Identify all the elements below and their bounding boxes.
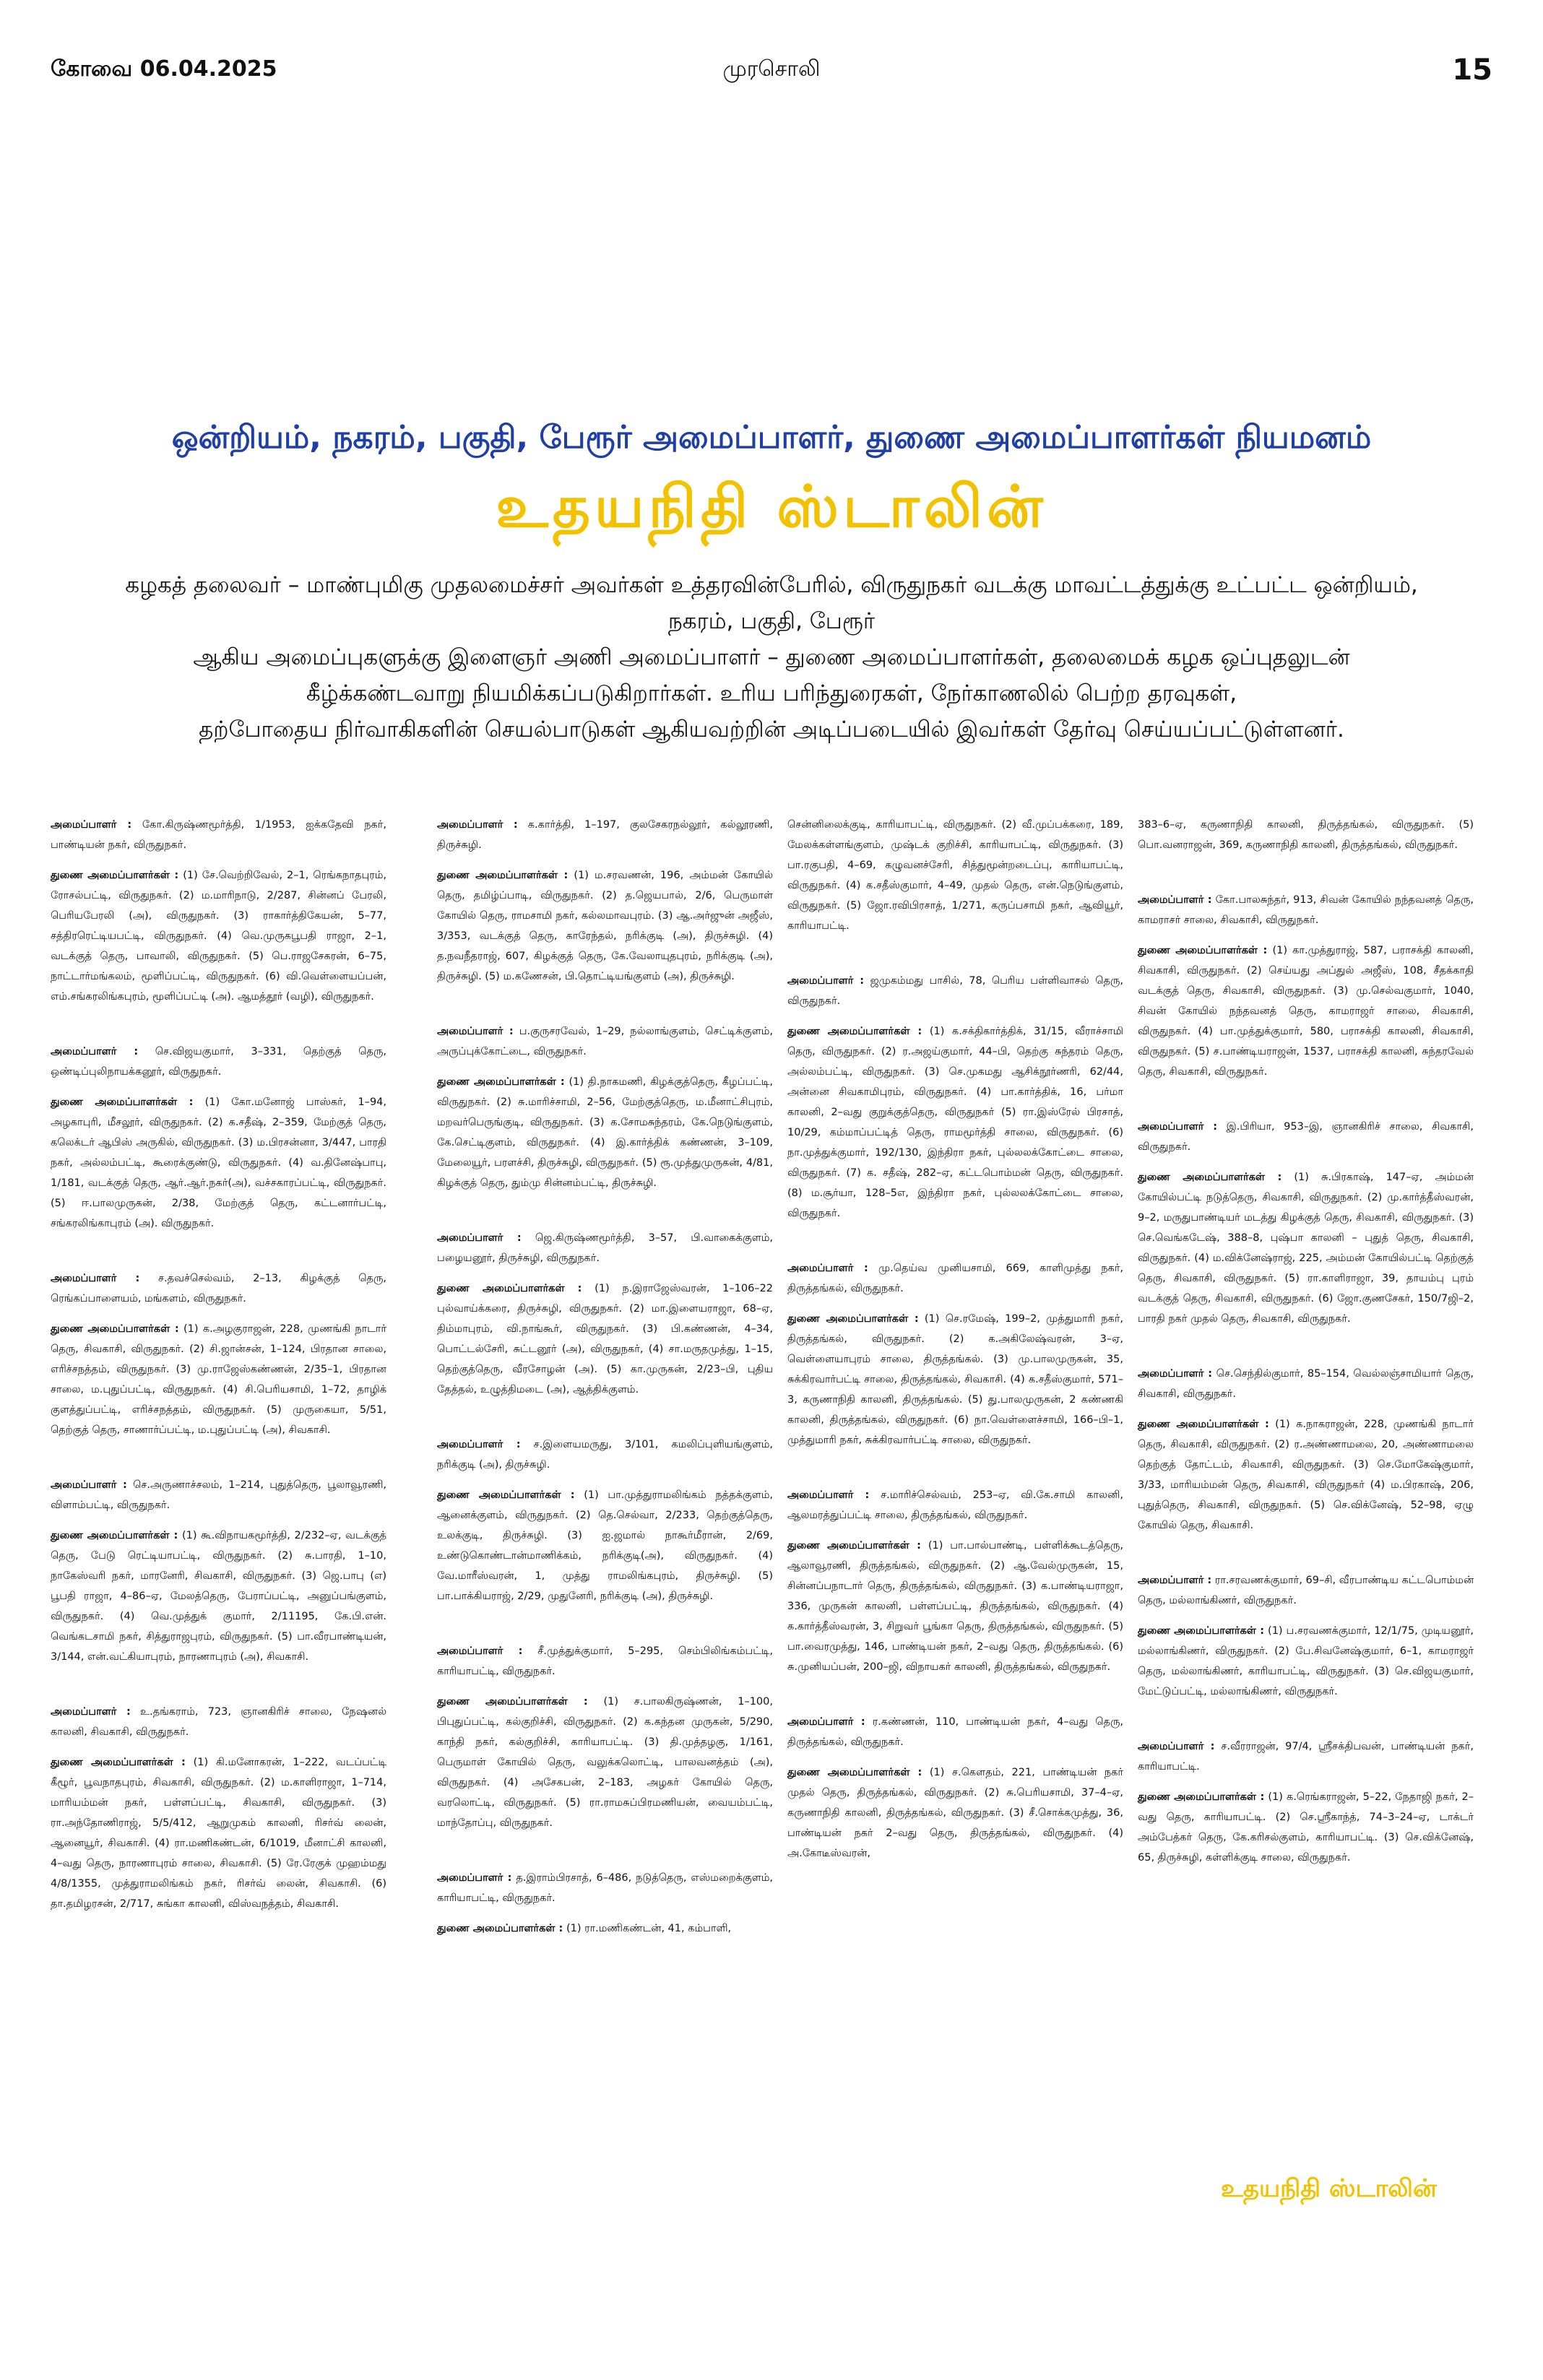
deputies-line bbox=[1138, 1621, 1474, 1702]
appointment-entry bbox=[437, 1435, 773, 1606]
deputies-details: (1) கா.முத்துராஜ், 587, பராசக்தி காலனி, சிவகாசி, விருதுநகர். (2) செய்யது அப்துல் அஜீஸ், 108, சீதக்காதி வடக்குத் தெரு, சிவகாசி, விருதுநகர். (3) மு.செல்வகுமார், 1040, சிவன் கோயில் நந்தவனத் தெரு, காமராஜர் சாலை, சிவகாசி, விருதுநகர். (4) பா.முத்துக்குமார், 580, பராசக்தி காலனி, சிவகாசி, விருதுநகர். (5) ச.பாண்டியராஜன், 1537, பராசக்தி காலனி, சுந்தரவேல் தெரு, சிவகாசி, விருதுநகர். bbox=[1138, 945, 1474, 1078]
deputies-line bbox=[51, 1526, 386, 1667]
organizer-details: ரா.சரவணக்குமார், 69–சி, வீரபாண்டிய கட்டபொம்மன் தெரு, மல்லாங்கிணர், விருதுநகர். bbox=[1138, 1575, 1474, 1606]
deputies-label: துணை அமைப்பாளர்கள் : bbox=[787, 1026, 922, 1037]
deputies-details: (1) சு.பிரகாஷ், 147–ஏ, அம்மன் கோயில்பட்டி நடுத்தெரு, சிவகாசி, விருதுநகர். (2) மு.கார்த்தீஸ்வரன், 9–2, மருதுபாண்டியர் மடத்து கிழக்குத் தெரு, சிவகாசி, விருதுநகர். (3) செ.வெங்கடேஷ், 388–8, புஷ்பா காலனி – புதுத் தெரு, சிவகாசி, விருதுநகர். (4) ம.விக்னேஷ்ராஜ், 225, அம்மன் கோயில்பட்டி தெற்குத் தெரு, சிவகாசி, விருதுநகர். (5) ரா.காளிராஜா, 39, தாயம்பு புரம் வடக்குத் தெரு, சிவகாசி, விருதுநகர். (6) ஜோ.குணசேகர், 150/7ஜி–2, பாரதி நகர் முதல் தெரு, சிவகாசி, விருதுநகர். bbox=[1138, 1172, 1474, 1325]
deputies-details: (1) தி.நாகமணி, கிழக்குத்தெரு, கீழப்பட்டி, விருதுநகர். (2) சு.மாரிச்சாமி, 2–56, மேற்குத்தெரு, ம.மீனாட்சிபுரம், மறவர்பெருங்குடி, விருதுநகர். (3) க.சோமசுந்தரம், கே.நெடுங்குளம், கே.செட்டிகுளம், விருதுநகர். (4) இ.கார்த்திக் கண்ணன், 3–109, மேலையூர், பரளச்சி, திருச்சுழி, விருதுநகர். (5) ரூ.முத்துமுருகன், 4/81, கிழக்குத் தெரு, தும்மு சின்னம்பட்டி, திருச்சுழி. bbox=[437, 1076, 773, 1189]
deputies-label: துணை அமைப்பாளர்கள் : bbox=[437, 1076, 565, 1088]
organizer-details: கோ.கிருஷ்ணமூர்த்தி, 1/1953, ஐக்கதேவி நகர், பாண்டியன் நகர், விருதுநகர். bbox=[51, 819, 386, 851]
deputies-line bbox=[1138, 940, 1474, 1082]
appointment-entry bbox=[51, 1702, 386, 1914]
deputies-details: (1) கி.மனோகரன், 1–222, வடப்பட்டி கீழூர், பூவநாதபுரம், சிவகாசி, விருதுநகர். (2) ம.காளிராஜா, 1–714, மாரியம்மன் நகர், பள்ளப்பட்டி, சிவகாசி, விருதுநகர். (3) ரா.அந்தோணிராஜ், 5/5/412, ஆறுமுகம் காலனி, ரிசர்வ் லைன், ஆனையூர், சிவகாசி. (4) ரா.மணிகண்டன், 6/1019, மீனாட்சி காலனி, 4–வது தெரு, நாரணாபுரம் சாலை, சிவகாசி. (5) ரே.ரேகுக் முஹம்மது 4/8/1355, முத்துராமலிங்கம் நகர், ரிசர்வ் லைன், சிவகாசி. (6) தா.தமிழரசன், 2/717, சுங்கா காலனி, விஸ்வநத்தம், சிவகாசி. bbox=[51, 1757, 387, 1910]
appointment-entry bbox=[437, 1228, 773, 1400]
organizer-line bbox=[437, 1228, 773, 1268]
deputies-line bbox=[51, 865, 386, 1007]
organizer-details: கோ.பாலசுந்தர், 913, சிவன் கோயில் நந்தவனத் தெரு, காமராசர் சாலை, சிவகாசி, விருதுநகர். bbox=[1138, 894, 1474, 926]
deputies-label: துணை அமைப்பாளர்கள் : bbox=[51, 1757, 186, 1768]
deputies-line bbox=[437, 1692, 773, 1833]
deputies-label: துணை அமைப்பாளர்கள் : bbox=[1138, 1791, 1265, 1803]
organizer-label: அமைப்பாளர் : bbox=[787, 1716, 865, 1728]
deputies-continued: சென்னிலைக்குடி, காரியாபட்டி, விருதுநகர். (2) வீ.முப்பக்கரை, 189, மேலக்கள்ளங்குளம், முஷ்டக் குறிச்சி, காரியாபட்டி, விருதுநகர். (3) பா.ரகுபதி, 4–69, கழுவனச்சேரி, சித்துமூன்றடைப்பு, காரியாபட்டி, விருதுநகர். (4) க.சதீஸ்குமார், 4–49, முதல் தெரு, என்.நெடுங்குளம், விருதுநகர். (5) ஜோ.ரவிபிரசாத், 1/271, கருப்பசாமி நகர், ஆவியூர், காரியாபட்டி. bbox=[787, 819, 1123, 932]
appointment-entry bbox=[1138, 1364, 1474, 1536]
organizer-label: அமைப்பாளர் : bbox=[437, 1645, 523, 1657]
deputies-line bbox=[787, 1309, 1123, 1450]
organizer-line bbox=[51, 1268, 386, 1309]
organizer-line bbox=[787, 1258, 1123, 1299]
intro-line: கழகத் தலைவர் – மாண்புமிகு முதலமைச்சர் அவர்கள் உத்தரவின்பேரில், விருதுநகர் வடக்கு மாவட்டத்துக்கு உட்பட்ட ஒன்றியம், நகரம், பகுதி, பேரூர் bbox=[125, 572, 1418, 634]
organizer-details: இ.பிரியா, 953–இ, ஞானகிரிச் சாலை, சிவகாசி, விருதுநகர். bbox=[1138, 1121, 1474, 1153]
organizer-line bbox=[1138, 890, 1474, 930]
organizer-line bbox=[437, 1868, 773, 1908]
deputies-line bbox=[787, 1762, 1123, 1864]
organizer-label: அமைப்பாளர் : bbox=[1138, 1741, 1215, 1752]
organizer-line bbox=[787, 1712, 1123, 1752]
organizer-details: ச.மாரிச்செல்வம், 253–ஏ, வி.கே.சாமி காலனி, ஆலமரத்துப்பட்டி சாலை, திருத்தங்கல், விருதுநகர். bbox=[787, 1489, 1123, 1521]
deputies-label: துணை அமைப்பாளர்கள் : bbox=[51, 1323, 179, 1335]
deputies-details: (1) க.அழகுராஜன், 228, முணங்கி நாடார் தெரு, சிவகாசி, விருதுநகர். (2) சி.ஜான்சன், 1–124, பிரதான சாலை, எரிச்சநத்தம், விருதுநகர். (3) மு.ராஜேஸ்கண்ணன், 2/35–1, பிரதான சாலை, ம.புதுப்பட்டி, விருதுநகர். (4) சி.பெரியசாமி, 1–72, தாழிக் குளத்துப்பட்டி, எரிச்சநத்தம், விருதுநகர். (5) முருகையா, 5/51, தெற்குத் தெரு, சாணார்ப்பட்டி, ம.புதுப்பட்டி (அ), சிவகாசி. bbox=[51, 1323, 387, 1436]
appointment-entry bbox=[787, 1258, 1123, 1450]
organizer-label: அமைப்பாளர் : bbox=[51, 819, 132, 831]
appointment-entry bbox=[1138, 1117, 1474, 1329]
column-3 bbox=[787, 815, 1123, 1898]
deputies-label: துணை அமைப்பாளர்கள் : bbox=[437, 1923, 563, 1934]
deputies-line bbox=[1138, 1167, 1474, 1329]
column-1 bbox=[51, 815, 386, 1949]
organizer-details: ப.குருசரவேல், 1–29, நல்லாங்குளம், செட்டிக்குளம், அருப்புக்கோட்டை, விருதுநகர். bbox=[437, 1026, 774, 1057]
deputies-label: துணை அமைப்பாளர்கள் : bbox=[787, 1540, 921, 1552]
organizer-details: செ.செந்தில்குமார், 85–154, வெல்லஞ்சாமியார் தெரு, சிவகாசி, விருதுநகர். bbox=[1138, 1368, 1474, 1400]
organizer-details: த.இராம்பிரசாத், 6–486, நடுத்தெரு, எஸ்மறைக்குளம், காரியாபட்டி, விருதுநகர். bbox=[437, 1872, 773, 1904]
deputies-details: (1) க.ரெங்கராஜன், 5–22, நேதாஜி நகர், 2–வது தெரு, காரியாபட்டி. (2) செ.ஸ்ரீகாந்த், 74–3–24–ஏ, டாக்டர் அம்பேத்கர் தெரு, கே.கரிசல்குளம், காரியாபட்டி. (3) செ.விக்னேஷ், 65, திருச்சுழி, கள்ளிக்குடி சாலை, விருதுநகர். bbox=[1138, 1791, 1474, 1864]
organizer-label: அமைப்பாளர் : bbox=[437, 1026, 514, 1037]
appointment-entry bbox=[1138, 1736, 1474, 1868]
deputies-line bbox=[437, 1918, 773, 1939]
deputies-label: துணை அமைப்பாளர்கள் : bbox=[1138, 1172, 1282, 1183]
deputies-details: (1) க.நாகராஜன், 228, முணங்கி நாடார் தெரு, சிவகாசி, விருதுநகர். (2) ர.அண்ணாமலை, 20, அண்ணாமலை தெற்குத் தோட்டம், சிவகாசி, விருதுநகர். (3) செ.மோகேஷ்குமார், 3/33, மாரியம்மன் தெரு, சிவகாசி, விருதுநகர் (4) ம.பிரகாஷ், 206, புதுத்தெரு, சிவகாசி, விருதுநகர். (5) செ.விக்னேஷ், 52–98, ஏழு கோயில் தெரு, சிவகாசி. bbox=[1138, 1419, 1474, 1531]
appointment-entry-continued bbox=[1138, 815, 1474, 855]
deputies-details: (1) ப.சரவணக்குமார், 12/1/75, முடியனூர், மல்லாங்கிணர், விருதுநகர். (2) பே.சிவனேஷ்குமார், 6–1, காமராஜர் தெரு, மல்லாங்கிணர், காரியாபட்டி, விருதுநகர். (3) செ.விஜயகுமார், மேட்டுப்பட்டி, மல்லாங்கிணர், விருதுநகர். bbox=[1138, 1625, 1474, 1697]
organizer-line bbox=[51, 1042, 386, 1082]
organizer-label: அமைப்பாளர் : bbox=[1138, 894, 1212, 906]
organizer-label: அமைப்பாளர் : bbox=[1138, 1368, 1213, 1380]
deputies-label: துணை அமைப்பாளர்கள் : bbox=[437, 1696, 588, 1708]
deputies-line bbox=[437, 1278, 773, 1400]
appointment-entry bbox=[1138, 1570, 1474, 1702]
intro-line: கீழ்க்கண்டவாறு நியமிக்கப்படுகிறார்கள். உரிய பரிந்துரைகள், நேர்காணலில் பெற்ற தரவுகள், bbox=[306, 680, 1237, 706]
organizer-line bbox=[51, 1475, 386, 1515]
organizer-label: அமைப்பாளர் : bbox=[51, 1273, 140, 1284]
newspaper-name: முரசொலி bbox=[722, 56, 821, 82]
organizer-label: அமைப்பாளர் : bbox=[1138, 1575, 1212, 1586]
organizer-line bbox=[437, 1641, 773, 1682]
deputies-line bbox=[787, 1021, 1123, 1224]
organizer-details: ஜமுகம்மது பாசில், 78, பெரிய பள்ளிவாசல் தெரு, விருதுநகர். bbox=[787, 975, 1123, 1007]
signature-name: உதயநிதி ஸ்டாலின் bbox=[1221, 2174, 1437, 2203]
deputies-details: (1) ச.கௌதம், 221, பாண்டியன் நகர் முதல் தெரு, திருத்தங்கல், விருதுநகர். (2) சு.பெரியசாமி, 37–4–ஏ, கருணாநிதி காலனி, திருத்தங்கல், விருதுநகர். (3) சீ.சொக்கமுத்து, 36, பாண்டியன் நகர் 2–வது தெரு, திருத்தங்கல், விருதுநகர். (4) அ.கோடீஸ்வரன், bbox=[787, 1767, 1123, 1859]
deputies-label: துணை அமைப்பாளர்கள் : bbox=[437, 870, 569, 881]
organizer-label: அமைப்பாளர் : bbox=[1138, 1121, 1218, 1133]
organizer-details: ச.வீரராஜன், 97/4, ஸ்ரீசக்திபவன், பாண்டியன் நகர், காரியாபட்டி. bbox=[1138, 1741, 1474, 1773]
appointment-entry bbox=[437, 815, 773, 987]
deputies-label: துணை அமைப்பாளர்கள் : bbox=[787, 1767, 922, 1778]
organizer-label: அமைப்பாளர் : bbox=[787, 1263, 868, 1274]
deputies-line bbox=[437, 1485, 773, 1606]
deputies-line bbox=[51, 1319, 386, 1440]
deputies-details: (1) ம.சரவணன், 196, அம்மன் கோயில் தெரு, தமிழ்ப்பாடி, விருதுநகர். (2) த.ஜெயபால், 2/6, பெருமாள் கோயில் தெரு, ராமசாமி நகர், கல்லமாவபுரம். (3) ஆ.அர்ஜுன் அஜீஸ், 3/353, வடக்குத் தெரு, காரேந்தல், நரிக்குடி (அ), திருச்சுழி. (4) த.நவநீதராஜ், 607, கிழக்குத் தெரு, கே.வேலாயுதபுரம், நரிக்குடி (அ), திருச்சுழி. (5) ம.கணேசன், பி.தொட்டியங்குளம் (அ), திருச்சுழி. bbox=[437, 870, 773, 982]
organizer-label: அமைப்பாளர் : bbox=[51, 1479, 127, 1491]
deputies-line bbox=[437, 865, 773, 987]
organizer-details: க.கார்த்தி, 1–197, குலசேகரநல்லூர், கல்லூரணி, திருச்சுழி. bbox=[437, 819, 774, 851]
deputies-label: துணை அமைப்பாளர்கள் : bbox=[437, 1283, 582, 1294]
appointment-entry bbox=[437, 1641, 773, 1833]
deputies-label: துணை அமைப்பாளர்கள் : bbox=[51, 1530, 178, 1541]
deputies-line bbox=[1138, 1787, 1474, 1868]
organizer-label: அமைப்பாளர் : bbox=[51, 1046, 139, 1057]
organizer-line bbox=[1138, 1736, 1474, 1777]
organizer-line bbox=[437, 1435, 773, 1475]
appointment-entry-continued bbox=[787, 815, 1123, 936]
organizer-details: ஜெ.கிருஷ்ணமூர்த்தி, 3–57, பி.வாகைக்குளம், பழையனூர், திருச்சுழி, விருதுநகர். bbox=[437, 1232, 773, 1264]
organizer-details: ர.கண்ணன், 110, பாண்டியன் நகர், 4–வது தெரு, திருத்தங்கல், விருதுநகர். bbox=[787, 1716, 1123, 1748]
deputies-line bbox=[51, 1092, 386, 1234]
organizer-line bbox=[787, 971, 1123, 1011]
organizer-details: மு.தெய்வ முனியசாமி, 669, காளிமுத்து நகர், திருத்தங்கல், விருதுநகர். bbox=[787, 1263, 1124, 1294]
appointment-entry bbox=[437, 1868, 773, 1939]
intro-line: ஆகிய அமைப்புகளுக்கு இளைஞர் அணி அமைப்பாளர் – துணை அமைப்பாளர்கள், தலைமைக் கழக ஒப்புதலுடன் bbox=[193, 644, 1350, 670]
deputies-details: (1) சே.வெற்றிவேல், 2–1, ரெங்கநாதபுரம், ரோசல்பட்டி, விருதுநகர். (2) ம.மாரிநாடு, 2/287, சின்னப் பேரலி, பெரியபேரலி (அ), விருதுநகர். (3) ராகார்த்திகேயன், 5–77, சத்திரரெட்டியபட்டி, விருதுநகர். (4) வெ.முருகபூபதி ராஜா, 2–1, வடக்குத் தெரு, பாவாலி, விருதுநகர். (5) பெ.ராஜசேகரன், 6–75, நாட்டார்மங்கலம், மூளிப்பட்டி, விருதுநகர். (6) வி.வெள்ளையப்பன், எம்.சங்கரலிங்கபுரம், மூளிப்பட்டி (அ). ஆமத்தூர் (வழி), விருதுநகர். bbox=[51, 870, 386, 1003]
deputies-details: (1) ந.இராஜேஸ்வரன், 1–106–22 புல்வாய்க்கரை, திருச்சுழி, விருதுநகர். (2) மா.இளையராஜா, 68–ஏ, திம்மாபுரம், வி.நாங்கூர், விருதுநகர். (3) பி.கண்ணன், 4–34, பொட்டல்சேரி, சுட்டனூர் (அ), விருதுநகர், (4) சா.மருதமுத்து, 1–15, தெற்குத்தெரு, வீரசோழன் (அ). (5) கா.முருகன், 2/23–பி, புதிய தேத்தல், உழுத்திமடை (அ), ஆத்திக்குளம். bbox=[437, 1283, 773, 1395]
deputies-line bbox=[51, 1752, 386, 1914]
masthead bbox=[51, 53, 1492, 100]
organizer-label: அமைப்பாளர் : bbox=[51, 1706, 131, 1718]
deputies-details: (1) கூ.விநாயகமூர்த்தி, 2/232–ஏ, வடக்குத் தெரு, பேடு ரெட்டியாபட்டி, விருதுநகர். (2) சு.பாரதி, 1–10, நாகேஸ்வரி நகர், மாரனேரி, சிவகாசி, விருதுநகர். (3) ஜெ.பாபு (எ) பூபதி ராஜா, 4–86–ஏ, மேலத்தெரு, பேராப்பட்டி, அனுப்பங்குளம், விருதுநகர். (4) வெ.முத்துக் குமார், 2/11195, கே.பி.என். வெங்கடசாமி நகர், சித்துராஜபுரம், விருதுநகர். (5) பா.வீரபாண்டியன், 3/144, என்.வட்கியாபுரம், நாரணாபுரம் (அ), சிவகாசி. bbox=[51, 1530, 386, 1663]
appointment-entry bbox=[437, 1021, 773, 1193]
appointment-entry bbox=[787, 971, 1123, 1224]
deputies-line bbox=[437, 1072, 773, 1193]
organizer-line bbox=[787, 1485, 1123, 1526]
deputies-label: துணை அமைப்பாளர்கள் : bbox=[437, 1489, 575, 1501]
deputies-label: துணை அமைப்பாளர்கள் : bbox=[51, 870, 179, 881]
deputies-label: துணை அமைப்பாளர்கள் : bbox=[787, 1313, 919, 1325]
deputies-label: துணை அமைப்பாளர்கள் : bbox=[1138, 945, 1268, 956]
deputies-details: (1) பா.முத்துராமலிங்கம் நத்தக்குளம், ஆனைக்குளம், விருதுநகர். (2) தெ.செல்வா, 2/233, தெற்குத்தெரு, உலக்குடி, திருச்சுழி. (3) ஐ.ஜமால் நாகூர்மீரான், 2/69, உண்டுகொண்டான்மாணிக்கம், நரிக்குடி(அ), விருதுநகர். (4) வே.மாரீஸ்வரன், 1, முத்து ராமலிங்கபுரம், திருச்சுழி. (5) பா.பாக்கியராஜ், 2/29, முதுனேரி, நரிக்குடி (அ), திருச்சுழி. bbox=[437, 1489, 774, 1602]
deputies-details: (1) க.சக்திகார்த்திக், 31/15, வீராச்சாமி தெரு, விருதுநகர். (2) ர.அஜய்குமார், 44–பி, தெற்கு சுந்தரம் தெரு, அல்லம்பட்டி, விருதுநகர். (3) செ.முகமது ஆசிக்நூர்ணரி, 62/44, அன்னை சிவகாமிபுரம், விருதுநகர். (4) பா.கார்த்திக், 16, பர்மா காலனி, 2–வது குறுக்குத்தெரு, விருதுநகர் (5) ரா.இஸ்ரேல் பிரசாத், 10/29, கம்மாப்பட்டித் தெரு, ராமமூர்த்தி சாலை, விருதுநகர். (6) நா.முத்துக்குமார், 192/130, இந்திரா நகர், புல்லலக்கோட்டை சாலை, விருதுநகர். (7) க. சதீஷ், 282–ஏ, கட்டபொம்மன் தெரு, விருதுநகர். (8) ம.சூர்யா, 128–5எ, இந்திரா நகர், புல்லலக்கோட்டை சாலை, விருதுநகர். bbox=[787, 1026, 1123, 1219]
organizer-label: அமைப்பாளர் : bbox=[437, 1872, 512, 1884]
deputies-details: (1) செ.ரமேஷ், 199–2, முத்துமாரி நகர், திருத்தங்கல், விருதுநகர். (2) க.அகிலேஷ்வரன், 3–ஏ, வெள்ளையாபுரம் சாலை, திருத்தங்கல். (3) மு.பாலமுருகன், 35, சுக்கிரவார்பட்டி சாலை, திருத்தங்கல், சிவகாசி. (4) க.சதீஸ்குமார், 571–3, கருணாநிதி காலனி, திருத்தங்கல். (5) து.பாலமுருகன், 2 கண்ணகி காலனி, திருத்தங்கல், விருதுநகர். (6) நா.வெள்ளைச்சாமி, 166–பி–1, முத்துமாரி நகர், சுக்கிரவார்பட்டி சாலை, விருதுநகர். bbox=[787, 1313, 1124, 1446]
organizer-details: செ.அருணாச்சலம், 1–214, புதுத்தெரு, பூலாவூரணி, விளாம்பட்டி, விருதுநகர். bbox=[51, 1479, 386, 1511]
organizer-label: அமைப்பாளர் : bbox=[787, 1489, 870, 1501]
appointment-entry bbox=[787, 1712, 1123, 1864]
organizer-line bbox=[1138, 1364, 1474, 1404]
intro-paragraph bbox=[108, 567, 1435, 748]
appointment-entry bbox=[787, 1485, 1123, 1677]
headline: ஒன்றியம், நகரம், பகுதி, பேரூர் அமைப்பாளர், துணை அமைப்பாளர்கள் நியமனம் bbox=[171, 419, 1372, 456]
deputies-line bbox=[787, 1536, 1123, 1677]
appointment-entry bbox=[51, 1042, 386, 1234]
deputies-label: துணை அமைப்பாளர்கள் : bbox=[51, 1096, 194, 1108]
organizer-line bbox=[1138, 1117, 1474, 1157]
deputies-details: (1) பா.பால்பாண்டி, பள்ளிக்கூடத்தெரு, ஆலாவூரணி, திருத்தங்கல், விருதுநகர். (2) ஆ.வேல்முருகன், 15, சின்னப்பநாடார் தெரு, திருத்தங்கல், விருதுநகர். (3) க.பாண்டியராஜா, 336, முருகன் காலனி, பள்ளப்பட்டி, திருத்தங்கல், விருதுநகர். (4) க.கார்த்தீஸ்வரன், 3, சிறுவர் பூங்கா தெரு, திருத்தங்கல், விருதுநகர். (5) பா.வைரமுத்து, 146, பாண்டியன் நகர், 2–வது தெரு, திருத்தங்கல். (6) சு.முனியப்பன், 200–ஜி, விநாயகர் காலனி, திருத்தங்கல், விருதுநகர். bbox=[787, 1540, 1123, 1673]
deputies-details: (1) கோ.மனோஜ் பாஸ்கர், 1–94, அழகாபுரி, மீசலூர், விருதுநகர். (2) க.சதீஷ், 2–359, மேற்குத் தெரு, கலெக்டர் ஆபிஸ் அருகில், விருதுநகர். (3) ம.பிரசன்னா, 3/447, பாரதி நகர், அல்லம்பட்டி, கூரைக்குண்டு, விருதுநகர். (4) வ.தினேஷ்பாபு, 1/181, வடக்குத் தெரு, ஆர்.ஆர்.நகர்(அ), வச்சகாரப்பட்டி, விருதுநகர். (5) ஈ.பாலமுருகன், 2/38, மேற்குத் தெரு, கட்டனார்பட்டி, சங்கரலிங்காபுரம் (அ). விருதுநகர். bbox=[51, 1096, 387, 1229]
organizer-details: சீ.முத்துக்குமார், 5–295, செம்பிலிங்கம்பட்டி, காரியாபட்டி, விருதுநகர். bbox=[437, 1645, 773, 1677]
name-banner: உதயநிதி ஸ்டாலின் bbox=[496, 473, 1047, 540]
edition-date: கோவை 06.04.2025 bbox=[51, 56, 277, 82]
organizer-label: அமைப்பாளர் : bbox=[437, 1232, 522, 1244]
column-4 bbox=[1138, 815, 1474, 1903]
deputies-details: (1) ச.பாலகிருஷ்ணன், 1–100, பிபுதுப்பட்டி, கல்குறிச்சி, விருதுநகர். (2) க.கந்தன முருகன், 5/290, காந்தி நகர், கல்குறிச்சி, காரியாபட்டி. (3) தி.முத்தழகு, 1/161, பெருமாள் கோயில் தெரு, வலுக்கலொட்டி, பாலவனத்தம் (அ), விருதுநகர். (4) அசேகபன், 2–183, அழகர் கோயில் தெரு, வரலொட்டி, விருதுநகர். (5) ரா.ராமசுப்பிரமணியன், வையம்பட்டி, மாந்தோப்பு, விருதுநகர். bbox=[437, 1696, 773, 1829]
deputies-details: (1) ரா.மணிகண்டன், 41, கம்பாளி, bbox=[566, 1923, 732, 1934]
organizer-line bbox=[51, 815, 386, 855]
deputies-continued: 383–6–ஏ, கருணாநிதி காலனி, திருத்தங்கல், விருதுநகர். (5) பொ.வனராஜன், 369, கருணாநிதி காலனி, திருத்தங்கல், விருதுநகர். bbox=[1138, 819, 1474, 851]
organizer-line bbox=[1138, 1570, 1474, 1611]
page-number: 15 bbox=[1452, 53, 1492, 87]
appointment-entry bbox=[51, 1475, 386, 1667]
organizer-details: ச.இளையமருது, 3/101, கமலிப்புளியங்குளம், நரிக்குடி (அ), திருச்சுழி. bbox=[437, 1439, 774, 1471]
deputies-label: துணை அமைப்பாளர்கள் : bbox=[1138, 1419, 1269, 1430]
appointment-entry bbox=[51, 815, 386, 1007]
organizer-details: செ.விஜயகுமார், 3–331, தெற்குத் தெரு, ஒண்டிப்புலிநாயக்கனூர், விருதுநகர். bbox=[51, 1046, 387, 1078]
organizer-line bbox=[437, 815, 773, 855]
organizer-line bbox=[437, 1021, 773, 1062]
organizer-label: அமைப்பாளர் : bbox=[437, 1439, 521, 1450]
appointment-entry bbox=[51, 1268, 386, 1440]
organizer-label: அமைப்பாளர் : bbox=[787, 975, 865, 987]
appointment-entry bbox=[1138, 890, 1474, 1082]
organizer-details: ச.தவச்செல்வம், 2–13, கிழக்குத் தெரு, ரெங்கப்பாளையம், மங்களம், விருதுநகர். bbox=[51, 1273, 387, 1304]
organizer-details: உ.தங்கராம், 723, ஞானகிரிச் சாலை, நேஷனல் காலனி, சிவகாசி, விருதுநகர். bbox=[51, 1706, 387, 1738]
organizer-label: அமைப்பாளர் : bbox=[437, 819, 518, 831]
column-2 bbox=[437, 815, 773, 1973]
intro-line: தற்போதைய நிர்வாகிகளின் செயல்பாடுகள் ஆகியவற்றின் அடிப்படையில் இவர்கள் தேர்வு செய்யப்பட்டுள்ளனர். bbox=[199, 717, 1344, 743]
organizer-line bbox=[51, 1702, 386, 1742]
deputies-line bbox=[1138, 1414, 1474, 1536]
deputies-label: துணை அமைப்பாளர்கள் : bbox=[1138, 1625, 1265, 1637]
